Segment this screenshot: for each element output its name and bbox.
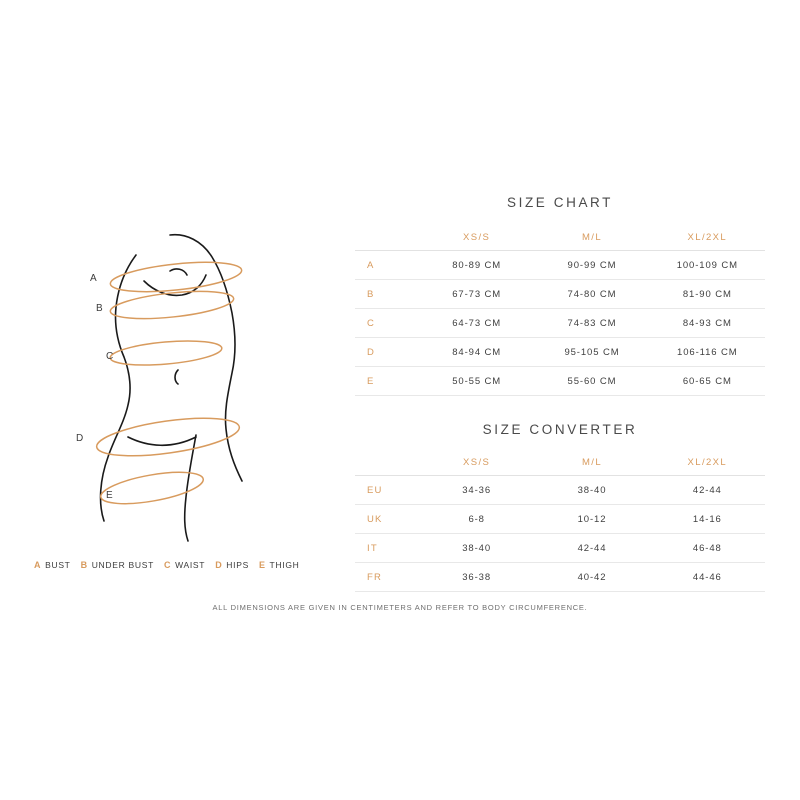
size-chart-section xyxy=(355,195,765,396)
legend-label: HIPS xyxy=(226,560,249,570)
figure-marker-d: D xyxy=(76,433,84,444)
table-cell: 36-38 xyxy=(419,563,534,592)
table-cell: 38-40 xyxy=(419,534,534,563)
table-cell: 80-89 CM xyxy=(419,251,534,280)
row-header: UK xyxy=(355,505,419,534)
measurement-legend xyxy=(34,560,354,570)
table-cell: 95-105 CM xyxy=(534,338,649,367)
row-header: EU xyxy=(355,476,419,505)
legend-item-a xyxy=(34,560,71,570)
table-cell: 14-16 xyxy=(650,505,765,534)
legend-key: A xyxy=(34,560,42,570)
row-header: A xyxy=(355,251,419,280)
table-cell: 46-48 xyxy=(650,534,765,563)
table-cell: 6-8 xyxy=(419,505,534,534)
legend-key: B xyxy=(80,560,88,570)
female-torso-illustration xyxy=(20,185,350,585)
table-row xyxy=(355,476,765,505)
legend-label: BUST xyxy=(45,560,71,570)
table-cell: 60-65 CM xyxy=(650,367,765,396)
table-cell: 84-93 CM xyxy=(650,309,765,338)
legend-key: C xyxy=(163,560,172,570)
table-cell: 64-73 CM xyxy=(419,309,534,338)
size-chart-table xyxy=(355,224,765,396)
column-header: XS/S xyxy=(419,224,534,251)
corner-cell xyxy=(355,449,419,476)
table-cell: 74-80 CM xyxy=(534,280,649,309)
size-tables xyxy=(355,195,765,592)
column-header: XL/2XL xyxy=(650,449,765,476)
figure-marker-b: B xyxy=(96,303,104,314)
measure-ellipse-e xyxy=(99,466,206,510)
legend-label: UNDER BUST xyxy=(91,560,154,570)
table-cell: 38-40 xyxy=(534,476,649,505)
column-header: M/L xyxy=(534,449,649,476)
measure-ellipse-b xyxy=(109,287,235,324)
table-cell: 106-116 CM xyxy=(650,338,765,367)
column-header: M/L xyxy=(534,224,649,251)
body-measurement-figure xyxy=(20,185,350,585)
table-header-row xyxy=(355,449,765,476)
table-row xyxy=(355,563,765,592)
row-header: B xyxy=(355,280,419,309)
figure-marker-e: E xyxy=(106,490,114,501)
size-converter-title: SIZE CONVERTER xyxy=(482,422,638,437)
figure-marker-a: A xyxy=(90,273,98,284)
table-row xyxy=(355,505,765,534)
row-header: E xyxy=(355,367,419,396)
size-converter-table xyxy=(355,449,765,592)
table-cell: 84-94 CM xyxy=(419,338,534,367)
size-chart-title: SIZE CHART xyxy=(506,195,613,210)
figure-marker-c: C xyxy=(106,351,114,362)
table-cell: 40-42 xyxy=(534,563,649,592)
legend-key: D xyxy=(215,560,223,570)
table-cell: 67-73 CM xyxy=(419,280,534,309)
table-cell: 50-55 CM xyxy=(419,367,534,396)
table-row xyxy=(355,338,765,367)
legend-key: E xyxy=(258,560,266,570)
table-cell: 10-12 xyxy=(534,505,649,534)
table-cell: 55-60 CM xyxy=(534,367,649,396)
legend-item-b xyxy=(81,560,154,570)
table-row xyxy=(355,280,765,309)
table-header-row xyxy=(355,224,765,251)
table-cell: 42-44 xyxy=(650,476,765,505)
legend-item-d xyxy=(215,560,249,570)
table-cell: 100-109 CM xyxy=(650,251,765,280)
legend-item-c xyxy=(164,560,205,570)
legend-label: WAIST xyxy=(175,560,206,570)
dimensions-footnote: ALL DIMENSIONS ARE GIVEN IN CENTIMETERS AND REFER TO BODY CIRCUMFERENCE. xyxy=(212,603,588,612)
column-header: XL/2XL xyxy=(650,224,765,251)
size-converter-section xyxy=(355,422,765,592)
table-row xyxy=(355,534,765,563)
table-row xyxy=(355,367,765,396)
row-header: IT xyxy=(355,534,419,563)
table-cell: 81-90 CM xyxy=(650,280,765,309)
table-cell: 90-99 CM xyxy=(534,251,649,280)
corner-cell xyxy=(355,224,419,251)
measure-ellipse-c xyxy=(109,337,222,369)
table-cell: 42-44 xyxy=(534,534,649,563)
row-header: D xyxy=(355,338,419,367)
row-header: C xyxy=(355,309,419,338)
table-cell: 44-46 xyxy=(650,563,765,592)
table-row xyxy=(355,309,765,338)
column-header: XS/S xyxy=(419,449,534,476)
table-row xyxy=(355,251,765,280)
table-cell: 74-83 CM xyxy=(534,309,649,338)
table-cell: 34-36 xyxy=(419,476,534,505)
legend-item-e xyxy=(259,560,300,570)
row-header: FR xyxy=(355,563,419,592)
measure-ellipse-a xyxy=(109,257,243,297)
legend-label: THIGH xyxy=(269,560,300,570)
